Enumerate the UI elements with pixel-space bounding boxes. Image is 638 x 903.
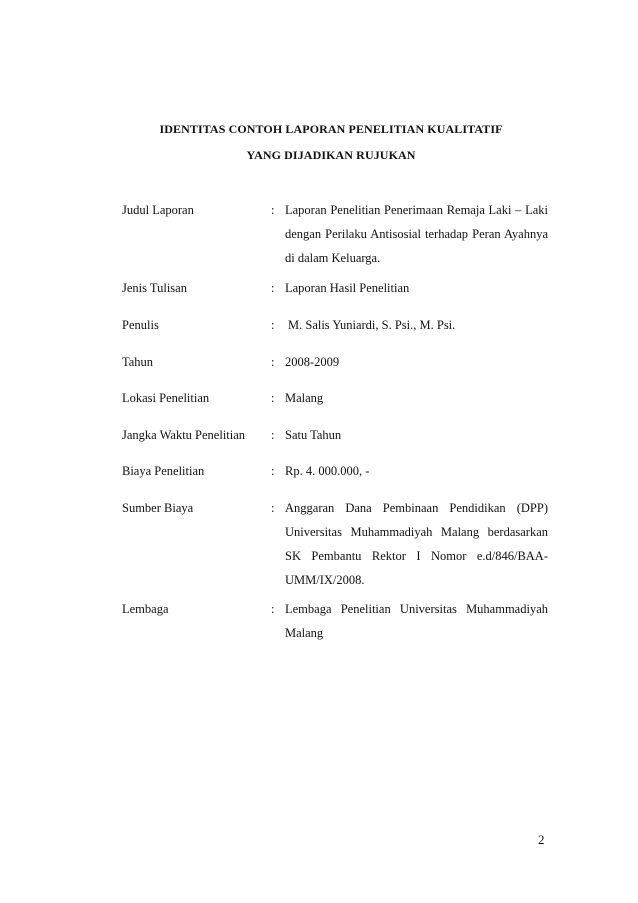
field-value: 2008-2009 <box>285 355 340 369</box>
document-title-line-2: YANG DIJADIKAN RUJUKAN <box>246 148 416 162</box>
field-value: Rp. 4. 000.000, - <box>285 464 370 478</box>
field-value: M. Salis Yuniardi, S. Psi., M. Psi. <box>288 318 456 332</box>
field-label: Jangka Waktu Penelitian <box>122 428 246 442</box>
document-title-line-1: IDENTITAS CONTOH LAPORAN PENELITIAN KUALITATIF <box>159 122 503 136</box>
field-label: Biaya Penelitian <box>122 464 205 478</box>
field-label: Penulis <box>122 318 159 332</box>
field-label: Sumber Biaya <box>122 501 194 515</box>
field-label: Judul Laporan <box>122 203 194 217</box>
field-value: Satu Tahun <box>285 428 342 442</box>
field-colon: : <box>271 203 275 217</box>
field-label: Tahun <box>122 355 154 369</box>
field-value: Laporan Hasil Penelitian <box>285 281 410 295</box>
field-colon: : <box>271 391 275 405</box>
field-value: Lembaga Penelitian Universitas Muhammadiyah Malang <box>285 602 548 640</box>
field-colon: : <box>271 318 275 332</box>
field-label: Jenis Tulisan <box>122 281 187 295</box>
field-colon: : <box>271 428 275 442</box>
field-colon: : <box>271 355 275 369</box>
field-colon: : <box>271 602 275 616</box>
field-value: Laporan Penelitian Penerimaan Remaja Laki – Laki dengan Perilaku Antisosial terhadap Peran Ayahnya di dalam Keluarga. <box>285 203 548 265</box>
page-number: 2 <box>538 832 545 847</box>
field-label: Lokasi Penelitian <box>122 391 210 405</box>
field-value: Malang <box>285 391 324 405</box>
field-label: Lembaga <box>122 602 169 616</box>
field-colon: : <box>271 501 275 515</box>
field-colon: : <box>271 464 275 478</box>
field-colon: : <box>271 281 275 295</box>
field-value: Anggaran Dana Pembinaan Pendidikan (DPP) Universitas Muhammadiyah Malang berdasarkan SK Pembantu Rektor I Nomor e.d/846/BAA-UMM/IX/2008. <box>285 501 548 587</box>
